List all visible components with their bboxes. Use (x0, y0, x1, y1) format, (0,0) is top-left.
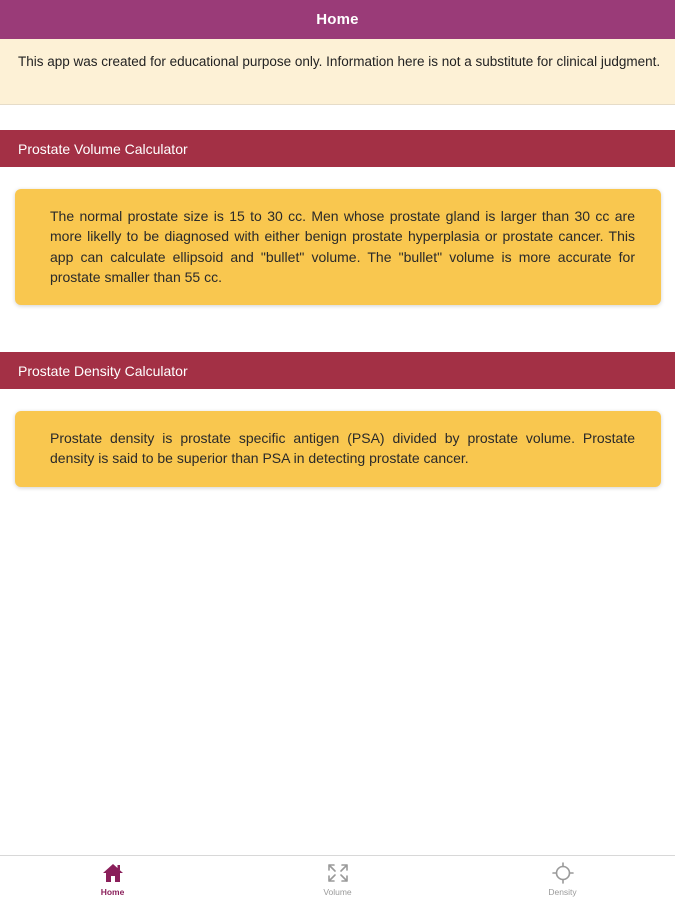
crosshair-icon (551, 862, 575, 884)
density-info-card[interactable] (15, 411, 661, 487)
section-header-density (0, 352, 675, 389)
section-header-volume (0, 130, 675, 167)
tab-label-home: Home (100, 887, 125, 897)
tab-bar (0, 855, 675, 900)
tab-label-volume: Volume (323, 887, 352, 897)
volume-description: The normal prostate size is 15 to 30 cc. Men whose prostate gland is larger than 30 cc are more likelly to be diagnosed with either benign prostate hyperplasia or prostate cancer. This app can calculate ellipsoid and "bullet" volume. The "bullet" volume is more accurate for prostate smaller than 55 cc. (50, 208, 635, 285)
section-title-volume: Prostate Volume Calculator (18, 140, 188, 157)
tab-density[interactable] (450, 856, 675, 900)
disclaimer-text: This app was created for educational purpose only. Information here is not a substitute for clinical judgment. (18, 54, 661, 69)
tab-label-density: Density (548, 887, 577, 897)
home-icon (101, 862, 125, 884)
volume-info-card[interactable] (15, 189, 661, 305)
navigation-bar (0, 0, 675, 39)
expand-icon (326, 862, 350, 884)
disclaimer-banner (0, 39, 675, 105)
tab-volume[interactable] (225, 856, 450, 900)
section-title-density: Prostate Density Calculator (18, 362, 188, 379)
tab-home[interactable] (0, 856, 225, 900)
page-title: Home (316, 11, 359, 28)
density-description: Prostate density is prostate specific antigen (PSA) divided by prostate volume. Prostate density is said to be superior than PSA in detecting prostate cancer. (50, 430, 635, 467)
